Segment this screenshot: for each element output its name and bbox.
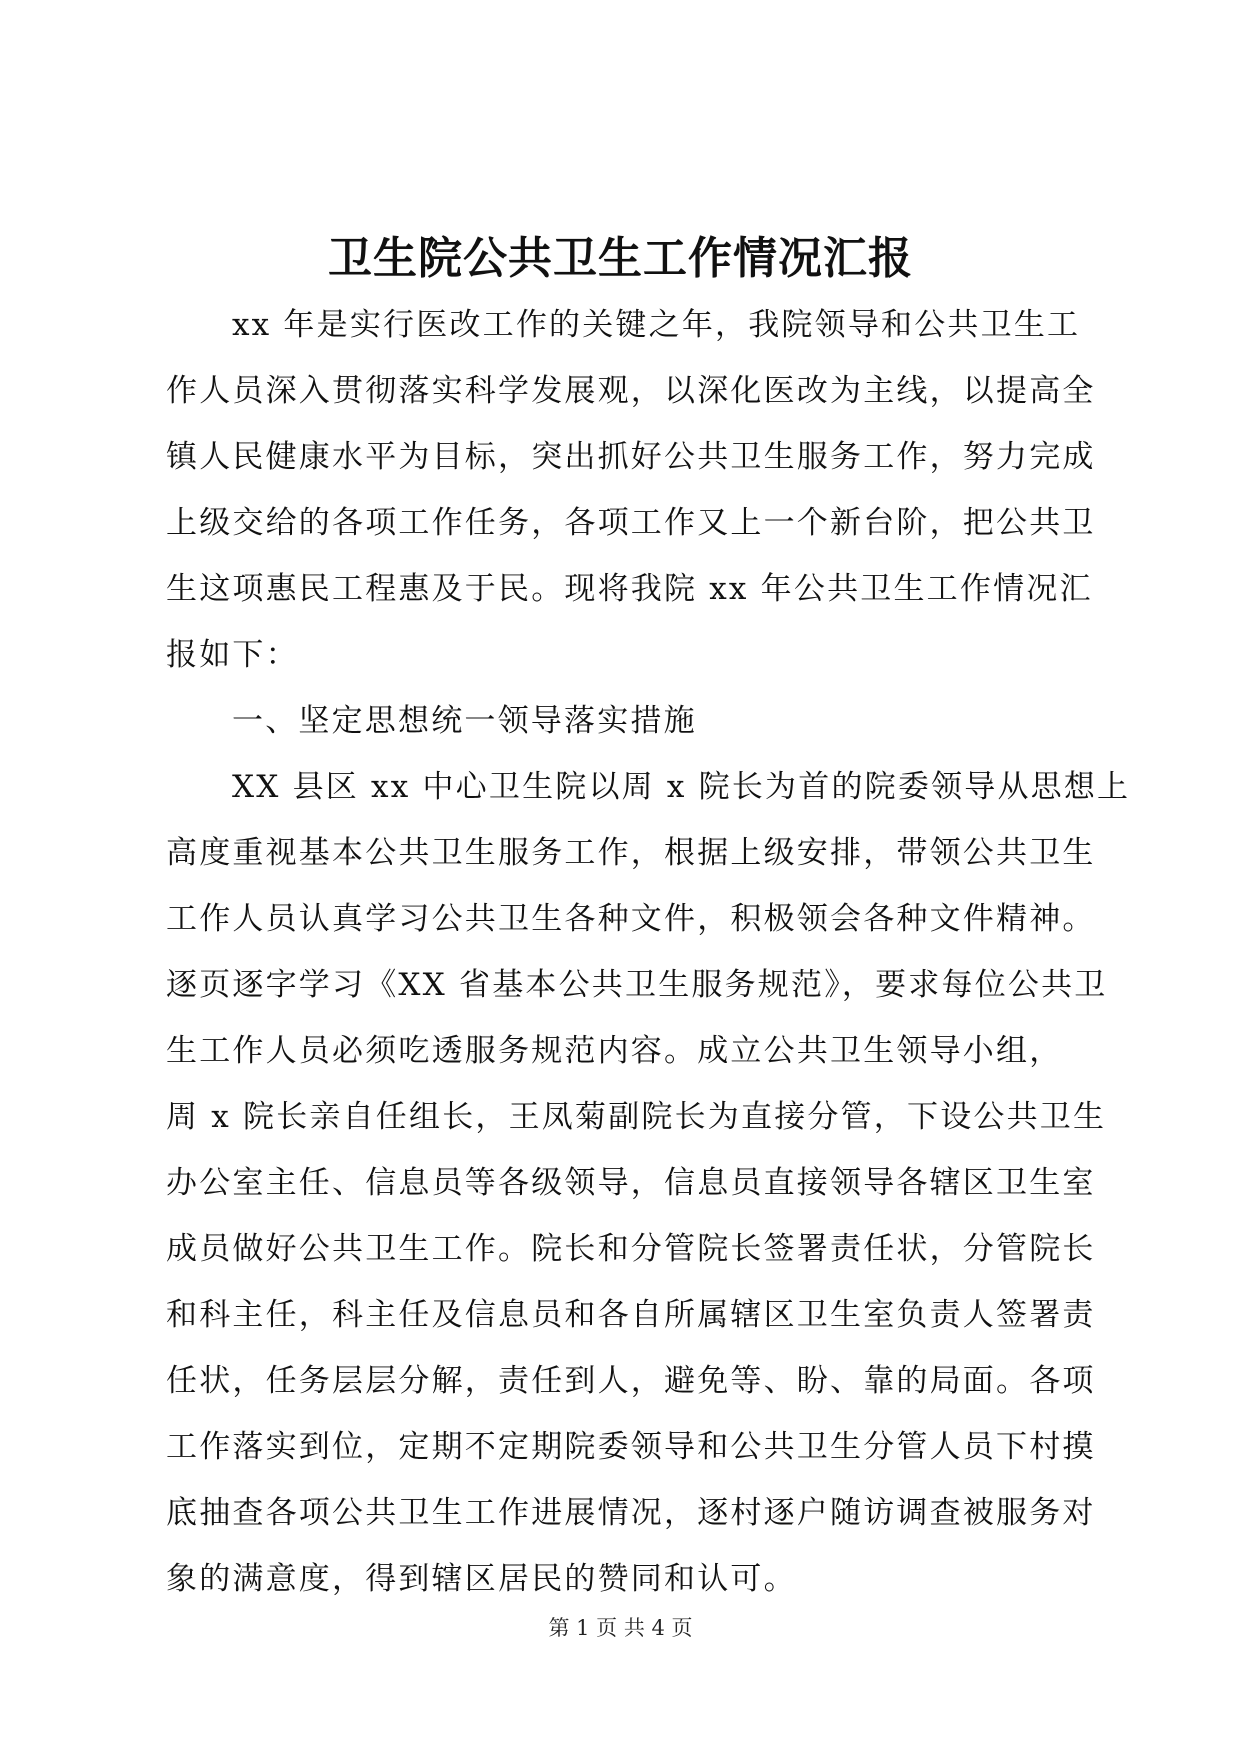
paragraph-line: 象的满意度，得到辖区居民的赞同和认可。: [166, 1561, 797, 1597]
paragraph-line: 报如下：: [166, 637, 299, 673]
paragraph-line: xx 年是实行医改工作的关键之年，我院领导和公共卫生工: [232, 307, 1081, 343]
paragraph-line: 底抽查各项公共卫生工作进展情况，逐村逐户随访调查被服务对: [166, 1495, 1096, 1531]
paragraph-line: 周 x 院长亲自任组长，王凤菊副院长为直接分管，下设公共卫生: [166, 1099, 1107, 1135]
paragraph-line: 镇人民健康水平为目标，突出抓好公共卫生服务工作，努力完成: [166, 439, 1096, 475]
paragraph-line: 生工作人员必须吃透服务规范内容。成立公共卫生领导小组，: [166, 1033, 1063, 1069]
paragraph-line: 逐页逐字学习《XX 省基本公共卫生服务规范》，要求每位公共卫: [166, 967, 1108, 1003]
paragraph-line: 工作落实到位，定期不定期院委领导和公共卫生分管人员下村摸: [166, 1429, 1096, 1465]
document-title: 卫生院公共卫生工作情况汇报: [328, 233, 913, 284]
paragraph-line: 办公室主任、信息员等各级领导，信息员直接领导各辖区卫生室: [166, 1165, 1096, 1201]
document-body: [166, 292, 1131, 1612]
paragraph-line: 生这项惠民工程惠及于民。现将我院 xx 年公共卫生工作情况汇: [166, 571, 1093, 607]
paragraph-line: 上级交给的各项工作任务，各项工作又上一个新台阶，把公共卫: [166, 505, 1096, 541]
paragraph-line: 高度重视基本公共卫生服务工作，根据上级安排，带领公共卫生: [166, 835, 1096, 871]
section-heading: 一、坚定思想统一领导落实措施: [232, 703, 697, 739]
paragraph-line: 任状，任务层层分解，责任到人，避免等、盼、靠的局面。各项: [166, 1363, 1096, 1399]
page-footer: 第 1 页 共 4 页: [548, 1616, 693, 1640]
paragraph-line: 成员做好公共卫生工作。院长和分管院长签署责任状，分管院长: [166, 1231, 1096, 1267]
paragraph-line: 工作人员认真学习公共卫生各种文件，积极领会各种文件精神。: [166, 901, 1096, 937]
paragraph-line: 作人员深入贯彻落实科学发展观，以深化医改为主线，以提高全: [166, 373, 1096, 409]
paragraph-line: XX 县区 xx 中心卫生院以周 x 院长为首的院委领导从思想上: [232, 769, 1131, 805]
paragraph-line: 和科主任，科主任及信息员和各自所属辖区卫生室负责人签署责: [166, 1297, 1096, 1333]
